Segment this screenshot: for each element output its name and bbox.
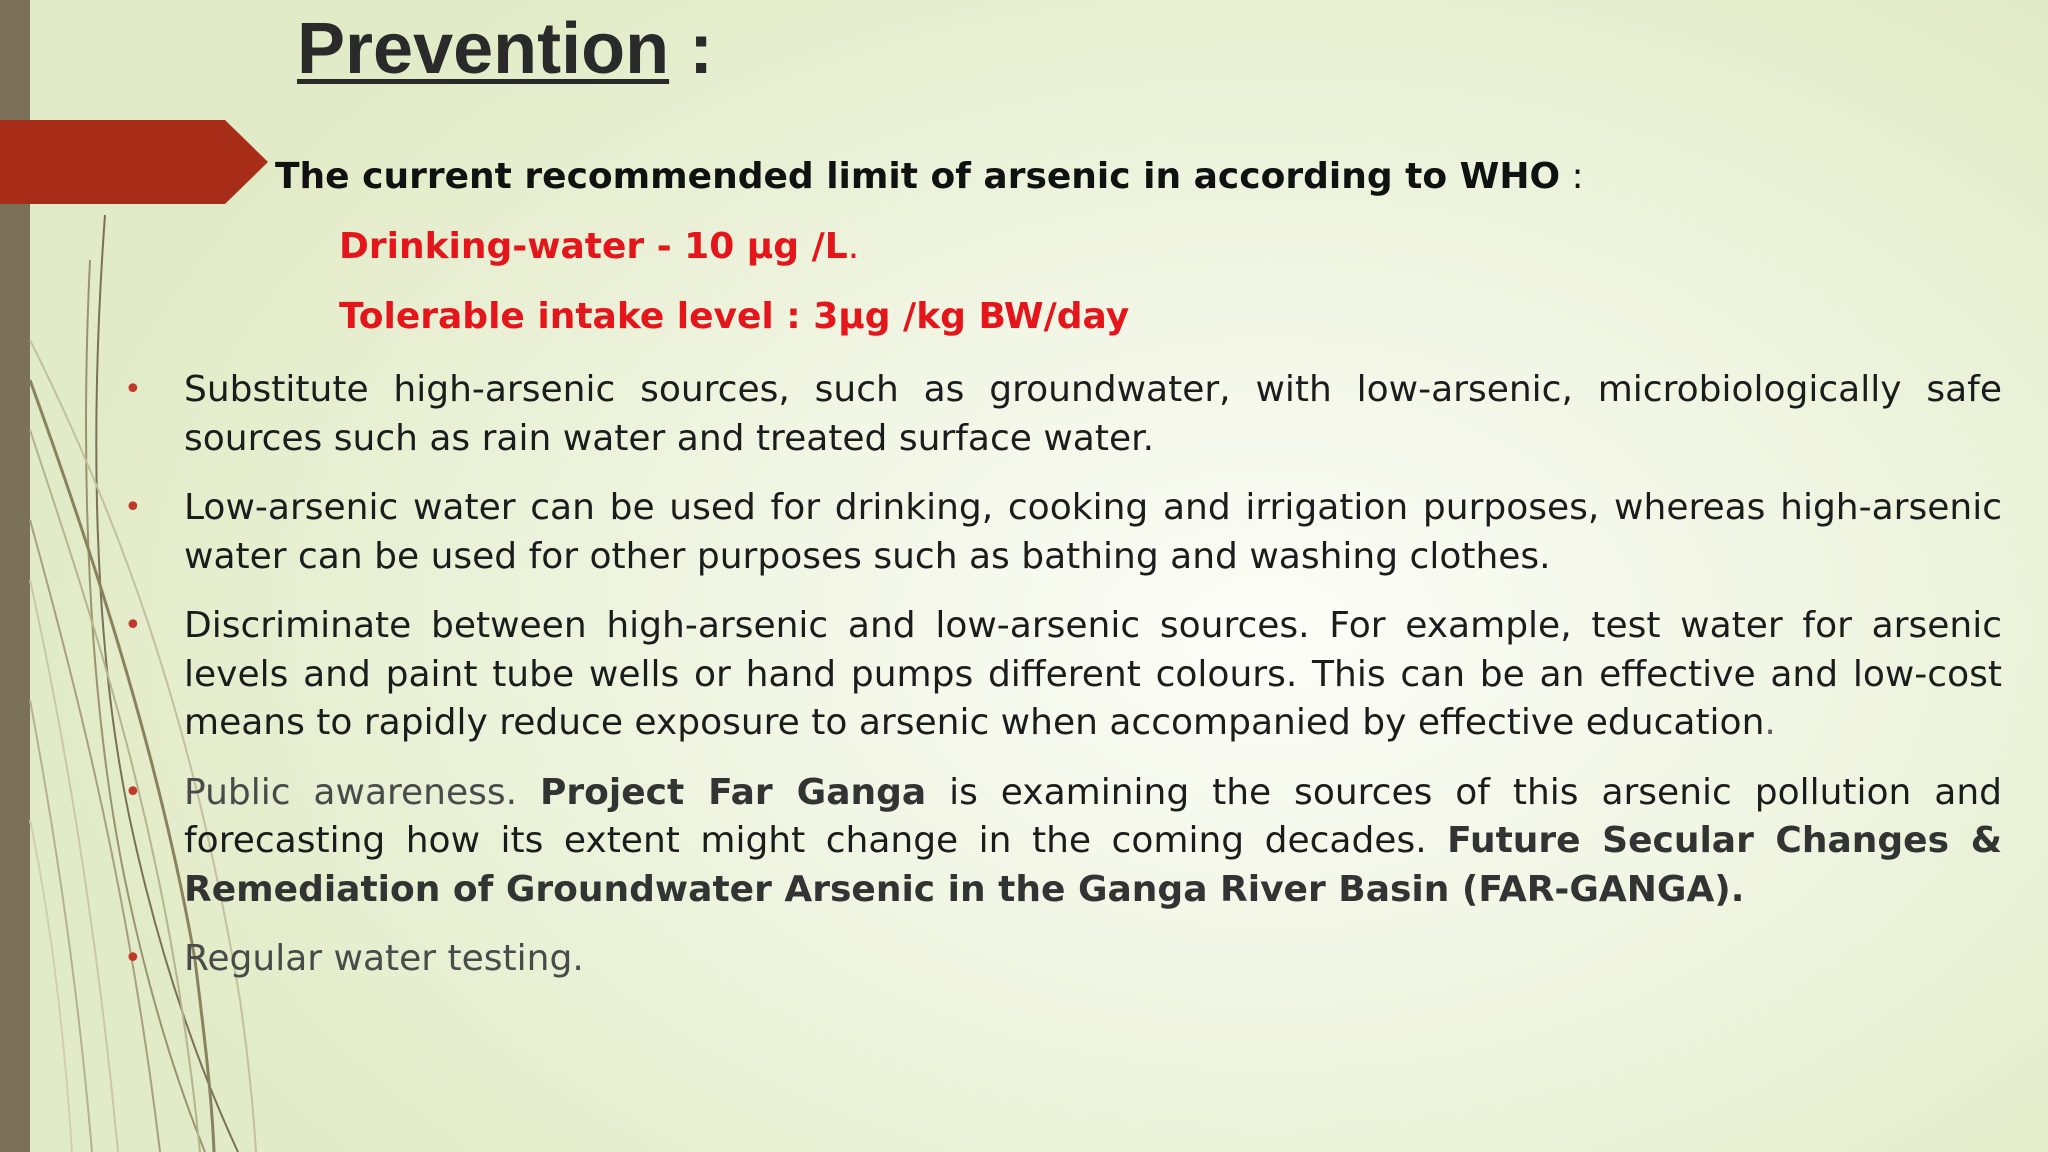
drinking-water-limit [339, 226, 859, 267]
list-item [124, 769, 2002, 915]
public-awareness-text: Public awareness. [184, 771, 540, 813]
list-item-period: . [1764, 702, 1776, 743]
list-item [124, 484, 2002, 581]
list-item [124, 602, 2002, 748]
drinking-water-limit-period: . [847, 226, 860, 267]
project-description: is examining the sources of this arsenic pollution and forecasting how its extent might change in the coming decades. [184, 771, 2002, 861]
who-limit-heading-text: The current recommended limit of arsenic in according to WHO [275, 156, 1561, 197]
list-item-text: Regular water testing. [184, 938, 584, 979]
bullet-icon: • [124, 608, 142, 643]
project-full-title: Future Secular Changes & Remediation of Groundwater Arsenic in the Ganga River Basin (FAR-GANGA). [184, 820, 2002, 910]
page-title [297, 9, 714, 89]
title-colon: : [669, 9, 714, 89]
bullet-icon: • [124, 774, 142, 810]
who-limit-heading-colon: : [1560, 156, 1584, 197]
title-word: Prevention [297, 9, 670, 89]
list-item-text: Low-arsenic water can be used for drinking, cooking and irrigation purposes, whereas high-arsenic water can be used for other purposes such as bathing and washing clothes. [184, 487, 2002, 577]
list-item-text: Substitute high-arsenic sources, such as groundwater, with low-arsenic, microbiologically safe sources such as rain water and treated surface water. [184, 369, 2002, 459]
list-item [124, 935, 2002, 984]
prevention-bullet-list [124, 366, 2002, 1005]
who-limit-heading [275, 156, 1584, 197]
list-item-text: Discriminate between high-arsenic and low-arsenic sources. For example, test water for arsenic levels and paint tube wells or hand pumps different colours. This can be an effective and low-cost means to rapidly reduce exposure to arsenic when accompanied by effective education [184, 605, 2002, 743]
bullet-icon: • [124, 941, 142, 976]
drinking-water-limit-text: Drinking-water - 10 µg /L [339, 226, 848, 267]
project-name: Project Far Ganga [539, 771, 927, 813]
bullet-icon: • [124, 490, 142, 525]
bullet-icon: • [124, 372, 142, 407]
arrow-tab-marker [0, 120, 268, 204]
tolerable-intake-level: Tolerable intake level : 3µg /kg BW/day [339, 296, 1130, 337]
list-item [124, 366, 2002, 463]
